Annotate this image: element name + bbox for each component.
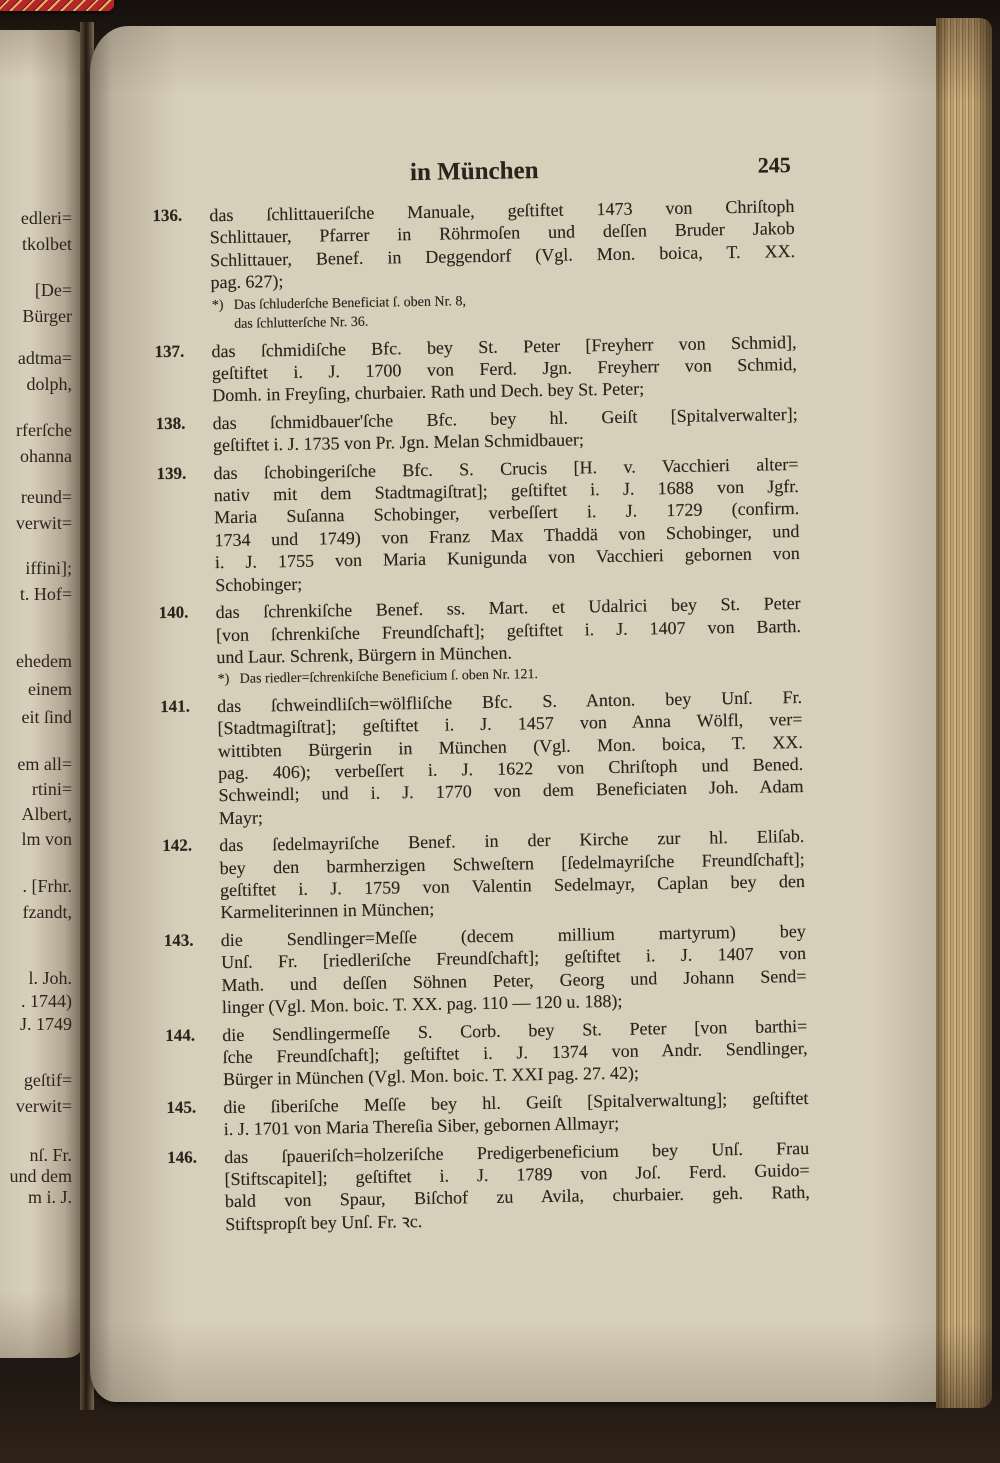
left-page-fragment-line: edleri= xyxy=(20,208,72,228)
entry-line: nativ mit dem Stadtmagiſtrat]; geſtiftet i. J. 1688 von Jgfr. xyxy=(213,476,799,506)
entry-line: das ſchmidbauer'ſche Bfc. bey hl. Geiſt [Spitalverwalter]; xyxy=(212,403,798,434)
entry-line: Unſ. Fr. [riedleriſche Freundſchaft]; geſtiftet i. J. 1407 von xyxy=(221,943,807,973)
entry-137 xyxy=(154,331,800,408)
entry-number: 140. xyxy=(158,602,189,623)
entry-line: das ſchobingeriſche Bfc. S. Crucis [H. v. Vacchieri alter= xyxy=(213,453,799,483)
left-page-fragment-line: dolph, xyxy=(26,374,72,394)
left-page-fragment-line: geſtif= xyxy=(23,1070,72,1090)
left-page-fragment-line: . 1744) xyxy=(21,991,72,1011)
entry-line: Mayr; xyxy=(218,807,264,828)
entry-line: pag. 627); xyxy=(210,271,284,293)
left-page-fragment-group xyxy=(0,752,72,852)
left-page-fragment-line: Bürger xyxy=(22,306,72,326)
entry-number: 142. xyxy=(162,835,193,856)
entry-line: i. J. 1701 von Maria Thereſia Siber, gebornen Allmayr; xyxy=(223,1113,620,1140)
entry-line: Domh. in Freyſing, churbaier. Rath und Dech. bey St. Peter; xyxy=(212,378,645,406)
entry-line: Math. und deſſen Söhnen Peter, Georg und Johann Send= xyxy=(221,965,807,995)
left-page-fragment-line: tkolbet xyxy=(22,234,72,254)
left-page-fragments xyxy=(0,0,72,1400)
left-page-fragment-line: rferſche xyxy=(16,420,72,440)
entry-line: Stiftspropſt bey Unſ. Fr. ꝛc. xyxy=(225,1210,423,1234)
entry-line: 1734 und 1749) von Franz Max Thaddä von Schobinger, und xyxy=(214,520,800,551)
footnote-marker: *) xyxy=(217,672,230,688)
entry-line: geſtiftet i. J. 1700 von Ferd. Jgn. Freyherr von Schmid, xyxy=(211,354,797,384)
left-page-fragment-line: J. 1749 xyxy=(19,1014,72,1034)
entry-line: [Stadtmagiſtrat]; geſtiftet i. J. 1457 von Anna Wölfl, ver= xyxy=(217,709,803,739)
left-page-fragment-line: . [Frhr. xyxy=(22,876,72,896)
left-page-fragment-group xyxy=(0,873,72,925)
footnote-line: Das ſchluderſche Beneficiat ſ. oben Nr. 8, xyxy=(233,293,467,313)
entry-141 xyxy=(160,686,807,831)
entry-line: i. J. 1755 von Maria Kunigunda von Vacchieri gebornen von xyxy=(214,543,800,573)
entry-number: 136. xyxy=(152,205,183,226)
left-page-fragment-line: m i. J. xyxy=(27,1187,72,1207)
entry-line: die Sendlinger=Meſſe (decem millium martyrum) bey xyxy=(220,920,806,951)
running-head: in München xyxy=(409,157,539,187)
left-page-fragment-group xyxy=(0,647,72,731)
entry-line: pag. 406); verbeſſert i. J. 1622 von Chriſtoph und Bened. xyxy=(218,754,804,784)
left-page-fragment-line: verwit= xyxy=(15,513,72,533)
left-page-fragment-line: einem xyxy=(28,679,72,699)
page-number: 245 xyxy=(757,152,791,178)
left-page-fragment-group xyxy=(0,277,72,329)
entry-line: Schweindl; und i. J. 1770 von dem Beneficiaten Joh. Adam xyxy=(218,776,804,806)
entry-line: das ſchlittaueriſche Manuale, geſtiftet 1473 von Chriſtoph xyxy=(209,196,795,226)
entry-line: geſtiftet i. J. 1735 von Pr. Jgn. Melan Schmidbauer; xyxy=(212,429,585,456)
entry-number: 137. xyxy=(154,341,185,361)
entry-140 xyxy=(159,592,805,669)
entry-line: bey den barmherzigen Schweſtern [ſedelmayriſche Freundſchaft]; xyxy=(219,848,805,878)
entry-number: 139. xyxy=(156,463,187,483)
entry-line: das ſpaueriſch=holzeriſche Predigerbeneficium bey Unſ. Frau xyxy=(224,1137,810,1167)
left-page-fragment-line: verwit= xyxy=(15,1096,72,1116)
left-page-fragment-line: [De= xyxy=(34,280,72,300)
left-page-fragment-line: lm von xyxy=(21,829,72,849)
left-page-fragment-line: ehedem xyxy=(16,651,72,671)
footnote-marker: *) xyxy=(211,297,224,313)
left-page-fragment-group xyxy=(0,417,72,469)
entry-number: 138. xyxy=(155,413,186,433)
left-page-fragment-group xyxy=(0,205,72,257)
entry-line: Maria Suſanna Schobinger, verbeſſert i. J. 1729 (confirm. xyxy=(214,498,800,528)
entry-line: die Sendlingermeſſe S. Corb. bey St. Peter [von barthi= xyxy=(222,1015,808,1045)
left-page-fragment-line: l. Joh. xyxy=(28,968,72,988)
entry-line: linger (Vgl. Mon. boic. T. XX. pag. 110 — 120 u. 188); xyxy=(221,990,623,1018)
left-page-fragment-line: fzandt, xyxy=(22,902,72,922)
entry-136 xyxy=(152,195,798,295)
left-page-fragment-group xyxy=(0,1145,72,1208)
entry-line: wittibten Bürgerin in München (Vgl. Mon. boica, T. XX. xyxy=(217,731,803,761)
entry-139 xyxy=(156,453,803,598)
entry-line: das ſedelmayriſche Benef. in der Kirche zur hl. Eliſab. xyxy=(219,826,805,856)
entry-138 xyxy=(156,403,802,458)
left-page-fragment-group xyxy=(0,345,72,397)
left-page-fragment-line: ohanna xyxy=(20,446,72,466)
left-page-fragment-line: Albert, xyxy=(21,804,72,824)
page-edges xyxy=(936,18,992,1408)
entry-line: und Laur. Schrenk, Bürgern in München. xyxy=(216,642,513,668)
entry-142 xyxy=(162,825,808,925)
left-page-fragment-group xyxy=(0,555,72,607)
left-page-fragment-line: iffini]; xyxy=(25,558,72,578)
left-page-fragment-line: rtini= xyxy=(31,779,72,799)
entry-number: 146. xyxy=(167,1147,198,1167)
entry-145 xyxy=(166,1087,812,1142)
entry-line: das ſchrenkiſche Benef. ss. Mart. et Udalrici bey St. Peter xyxy=(215,593,801,623)
left-page-fragment-group xyxy=(0,484,72,536)
left-page-fragment-line: eit ſind xyxy=(21,707,72,727)
entry-line: geſtiftet i. J. 1759 von Valentin Sedelmayr, Caplan bey den xyxy=(219,871,806,901)
footnote xyxy=(154,287,800,336)
entry-number: 144. xyxy=(165,1025,196,1045)
footnote-line: das ſchlutterſche Nr. 36. xyxy=(234,314,369,332)
page-text xyxy=(151,145,813,1245)
left-page-fragment-line: t. Hof= xyxy=(19,584,72,604)
left-page-fragment-group xyxy=(0,1067,72,1119)
entries-list xyxy=(152,195,813,1236)
entry-line: Schlittauer, Pfarrer in Röhrmoſen und deſſen Bruder Jakob xyxy=(209,218,795,248)
entry-number: 145. xyxy=(166,1097,197,1117)
entry-143 xyxy=(164,920,810,1020)
entry-146 xyxy=(167,1136,813,1236)
entry-line: [von ſchrenkiſche Freundſchaft]; geſtiftet i. J. 1407 von Barth. xyxy=(215,615,802,645)
footnote-line: Das riedler=ſchrenkiſche Beneficium ſ. oben Nr. 121. xyxy=(239,667,539,688)
entry-line: [Stiftscapitel]; geſtiftet i. J. 1789 von Joſ. Ferd. Guido= xyxy=(224,1159,810,1190)
entry-144 xyxy=(165,1014,811,1091)
entry-line: Bürger in München (Vgl. Mon. boic. T. XXI pag. 27. 42); xyxy=(222,1062,640,1090)
left-page-fragment-line: adtma= xyxy=(17,348,72,368)
left-page-fragment-line: reund= xyxy=(20,487,72,507)
entry-number: 141. xyxy=(159,696,191,716)
left-page-fragment-group xyxy=(0,967,72,1036)
entry-line: das ſchweindliſch=wölfliſche Bfc. S. Anton. bey Unſ. Fr. xyxy=(216,686,803,716)
entry-line: bald von Spaur, Biſchof zu Avila, churbaier. geh. Rath, xyxy=(224,1182,811,1212)
entry-line: Karmeliterinnen in München; xyxy=(220,899,435,923)
entry-line: die ſiberiſche Meſſe bey hl. Geiſt [Spitalverwaltung]; geſtiftet xyxy=(223,1087,809,1117)
entry-line: Schlittauer, Benef. in Deggendorf (Vgl. Mon. boica, T. XX. xyxy=(209,240,796,271)
left-page-fragment-line: nſ. Fr. xyxy=(29,1145,72,1165)
entry-line: Schobinger; xyxy=(215,573,303,595)
left-page-fragment-line: und dem xyxy=(9,1166,72,1186)
left-page-fragment-line: em all= xyxy=(17,754,72,774)
entry-line: ſche Freundſchaft]; geſtiftet i. J. 1374 von Andr. Sendlinger, xyxy=(222,1037,808,1068)
entry-line: das ſchmidiſche Bfc. bey St. Peter [Freyherr von Schmid], xyxy=(211,331,797,361)
entry-number: 143. xyxy=(163,930,194,950)
